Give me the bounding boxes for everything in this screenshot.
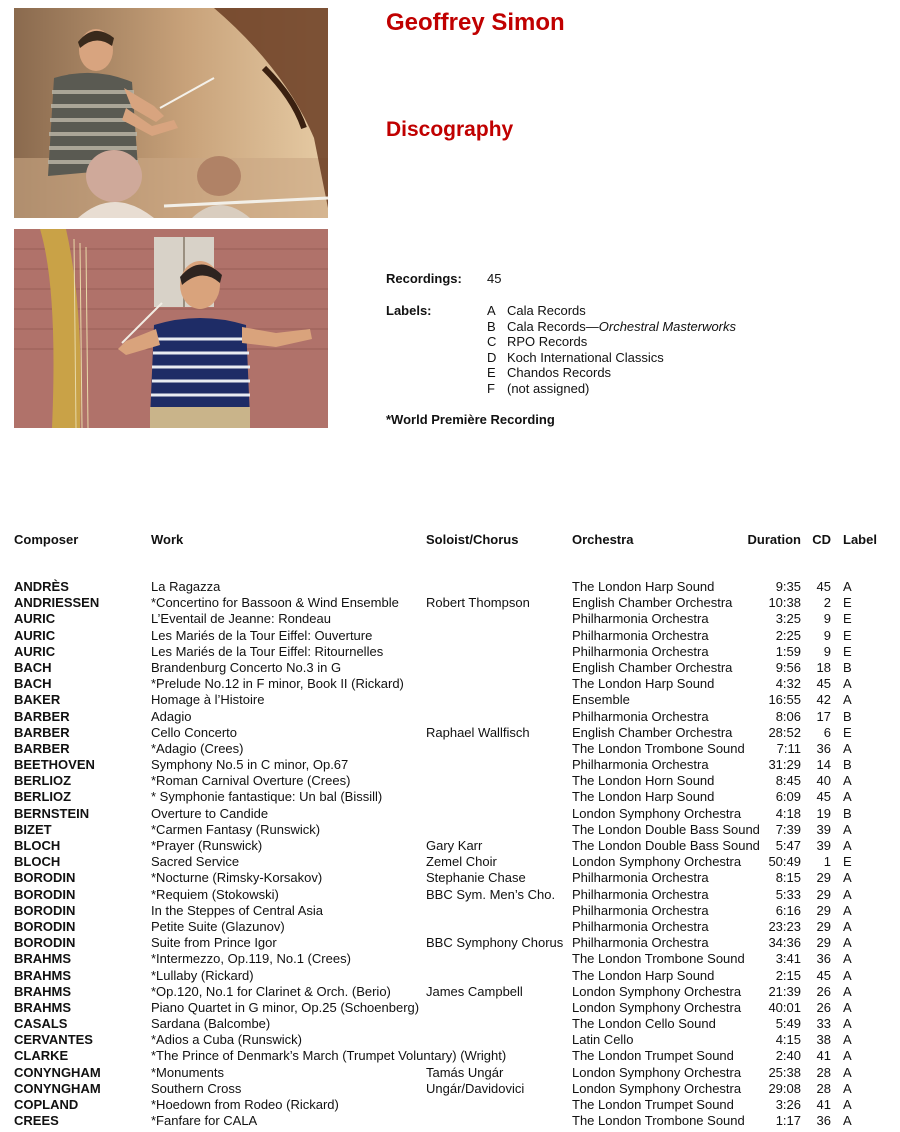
cell-label: A	[843, 789, 852, 805]
table-row	[0, 611, 900, 627]
cell-soloist: James Campbell	[426, 983, 523, 999]
cell-orchestra: The London Harp Sound	[572, 676, 715, 692]
cell-composer: ANDRIESSEN	[14, 595, 100, 611]
cell-composer: BORODIN	[14, 886, 76, 902]
cell-composer: BRAHMS	[14, 983, 72, 999]
cell-work: *Fanfare for CALA	[151, 1113, 258, 1129]
cell-cd: 39	[816, 838, 831, 853]
cell-label: B	[843, 659, 852, 675]
header-cd: CD	[812, 532, 831, 547]
cell-label: A	[843, 676, 852, 692]
cell-soloist: Raphael Wallfisch	[426, 724, 530, 740]
cell-soloist: Zemel Choir	[426, 854, 497, 870]
cell-label: E	[843, 627, 852, 643]
cell-cd: 45	[816, 967, 831, 983]
conductor-photo-harp	[14, 229, 328, 428]
table-row	[0, 1032, 900, 1048]
cell-cd: 26	[816, 999, 831, 1015]
cell-duration: 3:25	[775, 611, 801, 627]
cell-duration: 10:38	[768, 595, 801, 611]
cell-work: *Roman Carnival Overture (Crees)	[151, 773, 351, 789]
cell-label: A	[843, 967, 852, 983]
cell-cd: 29	[816, 935, 831, 951]
cell-duration: 6:09	[775, 789, 801, 805]
cell-cd: 9	[823, 627, 831, 643]
cell-label: A	[843, 951, 852, 967]
cell-label: A	[843, 838, 852, 853]
table-row	[0, 887, 900, 903]
cell-work: La Ragazza	[151, 579, 221, 594]
cell-soloist: Tamás Ungár	[426, 1064, 504, 1080]
table-row	[0, 919, 900, 935]
cell-composer: BLOCH	[14, 854, 61, 870]
cell-work: *Prayer (Runswick)	[151, 838, 263, 853]
cell-composer: BACH	[14, 659, 52, 675]
cell-cd: 9	[823, 611, 831, 627]
table-row	[0, 1113, 900, 1129]
cell-orchestra: The London Trombone Sound	[572, 951, 745, 967]
cell-orchestra: English Chamber Orchestra	[572, 595, 733, 611]
cell-duration: 2:15	[775, 967, 801, 983]
cell-orchestra: Philharmonia Orchestra	[572, 627, 709, 643]
cell-label: B	[843, 757, 852, 773]
cell-cd: 45	[816, 676, 831, 692]
cell-duration: 8:45	[775, 773, 801, 789]
cell-work: Southern Cross	[151, 1080, 242, 1096]
cell-duration: 3:41	[775, 951, 801, 967]
cell-composer: BORODIN	[14, 870, 76, 886]
cell-duration: 5:33	[775, 886, 801, 902]
label-text: Cala Records—	[507, 318, 599, 334]
cell-cd: 33	[816, 1016, 831, 1032]
cell-composer: BORODIN	[14, 918, 76, 934]
cell-composer: CLARKE	[14, 1048, 69, 1064]
table-row	[0, 806, 900, 822]
cell-label: A	[843, 1080, 852, 1096]
cell-cd: 17	[816, 708, 831, 724]
cell-orchestra: Philharmonia Orchestra	[572, 708, 709, 724]
label-code: B	[487, 318, 496, 334]
header-orchestra: Orchestra	[572, 532, 634, 547]
label-item	[487, 334, 736, 350]
cell-duration: 16:55	[768, 692, 801, 708]
table-row	[0, 725, 900, 741]
cell-duration: 21:39	[768, 983, 801, 999]
labels-label: Labels:	[386, 303, 432, 318]
cell-orchestra: Philharmonia Orchestra	[572, 935, 709, 951]
cell-composer: CERVANTES	[14, 1032, 93, 1048]
cell-composer: BRAHMS	[14, 951, 72, 967]
cell-label: A	[843, 821, 852, 837]
label-item	[487, 350, 736, 366]
cell-cd: 39	[816, 821, 831, 837]
cell-orchestra: The London Double Bass Sound	[572, 821, 760, 837]
page-title: Geoffrey Simon	[386, 9, 565, 36]
cell-composer: AURIC	[14, 627, 56, 643]
cell-duration: 4:15	[775, 1032, 801, 1048]
cell-cd: 29	[816, 902, 831, 918]
cell-label: A	[843, 773, 852, 789]
cell-soloist: Stephanie Chase	[426, 870, 526, 886]
cell-work: *Intermezzo, Op.119, No.1 (Crees)	[151, 951, 351, 967]
table-row	[0, 935, 900, 951]
discography-table	[0, 579, 900, 1129]
cell-duration: 23:23	[768, 918, 801, 934]
cell-orchestra: Philharmonia Orchestra	[572, 918, 709, 934]
table-row	[0, 660, 900, 676]
cell-orchestra: The London Cello Sound	[572, 1016, 716, 1032]
cell-duration: 28:52	[768, 724, 801, 740]
cell-work: * Symphonie fantastique: Un bal (Bissill)	[151, 789, 383, 805]
cell-duration: 25:38	[768, 1064, 801, 1080]
label-code: E	[487, 365, 496, 381]
cell-cd: 1	[823, 854, 831, 870]
label-item	[487, 365, 736, 381]
cell-cd: 40	[816, 773, 831, 789]
table-row	[0, 870, 900, 886]
cell-composer: BAKER	[14, 692, 61, 708]
table-row	[0, 1065, 900, 1081]
cell-duration: 40:01	[768, 999, 801, 1015]
cell-composer: COPLAND	[14, 1097, 79, 1112]
cell-orchestra: London Symphony Orchestra	[572, 854, 742, 870]
cell-label: A	[843, 1048, 852, 1064]
cell-orchestra: English Chamber Orchestra	[572, 659, 733, 675]
table-row	[0, 1000, 900, 1016]
cell-label: A	[843, 740, 852, 756]
cell-composer: BACH	[14, 676, 52, 692]
table-row	[0, 692, 900, 708]
cell-work: Sacred Service	[151, 854, 240, 870]
cell-composer: BRAHMS	[14, 999, 72, 1015]
cell-label: A	[843, 1016, 852, 1032]
table-row	[0, 968, 900, 984]
cell-work: Petite Suite (Glazunov)	[151, 918, 285, 934]
header-soloist: Soloist/Chorus	[426, 532, 519, 547]
cell-composer: BLOCH	[14, 838, 61, 853]
cell-label: A	[843, 1032, 852, 1048]
table-row	[0, 1016, 900, 1032]
cell-duration: 8:06	[775, 708, 801, 724]
cell-composer: BERNSTEIN	[14, 805, 90, 821]
cell-orchestra: The London Double Bass Sound	[572, 838, 760, 853]
cell-orchestra: The London Trumpet Sound	[572, 1048, 734, 1064]
cell-work: *Lullaby (Rickard)	[151, 967, 254, 983]
cell-soloist: Ungár/Davidovici	[426, 1080, 525, 1096]
cell-label: A	[843, 1064, 852, 1080]
label-text-italic: Orchestral Masterworks	[598, 318, 737, 334]
label-text: Koch International Classics	[507, 349, 664, 365]
recordings-value: 45	[487, 271, 502, 286]
cell-cd: 36	[816, 1113, 831, 1129]
cell-orchestra: Philharmonia Orchestra	[572, 870, 709, 886]
table-row	[0, 1048, 900, 1064]
cell-orchestra: Philharmonia Orchestra	[572, 902, 709, 918]
cell-duration: 4:32	[775, 676, 801, 692]
cell-duration: 6:16	[775, 902, 801, 918]
cell-composer: CREES	[14, 1113, 59, 1129]
cell-orchestra: London Symphony Orchestra	[572, 1064, 742, 1080]
cell-label: A	[843, 983, 852, 999]
cell-work: Sardana (Balcombe)	[151, 1016, 271, 1032]
table-row	[0, 838, 900, 854]
label-code: C	[487, 334, 497, 350]
cell-cd: 18	[816, 659, 831, 675]
cell-work: *Prelude No.12 in F minor, Book II (Rickard)	[151, 676, 404, 692]
cell-orchestra: Ensemble	[572, 692, 630, 708]
cell-label: E	[843, 854, 852, 870]
cell-work: *Op.120, No.1 for Clarinet & Orch. (Berio)	[151, 983, 391, 999]
label-text: RPO Records	[507, 334, 588, 350]
cell-orchestra: The London Horn Sound	[572, 773, 715, 789]
cell-orchestra: Latin Cello	[572, 1032, 634, 1048]
cell-label: B	[843, 805, 852, 821]
cell-work: *Carmen Fantasy (Runswick)	[151, 821, 321, 837]
cell-cd: 38	[816, 1032, 831, 1048]
cell-work: Adagio	[151, 708, 192, 724]
cell-soloist: Gary Karr	[426, 838, 483, 853]
cell-composer: ANDRÈS	[14, 579, 69, 594]
cell-orchestra: London Symphony Orchestra	[572, 983, 742, 999]
cell-work: *Adios a Cuba (Runswick)	[151, 1032, 303, 1048]
cell-composer: BORODIN	[14, 902, 76, 918]
label-text: (not assigned)	[507, 380, 590, 396]
cell-duration: 34:36	[768, 935, 801, 951]
header-work: Work	[151, 532, 184, 547]
cell-duration: 9:35	[775, 579, 801, 594]
table-row	[0, 822, 900, 838]
table-row	[0, 903, 900, 919]
cell-orchestra: Philharmonia Orchestra	[572, 611, 709, 627]
cell-work: *The Prince of Denmark’s March (Trumpet Voluntary) (Wright)	[151, 1048, 507, 1064]
cell-duration: 9:56	[775, 659, 801, 675]
cell-orchestra: London Symphony Orchestra	[572, 999, 742, 1015]
label-code: F	[487, 380, 495, 396]
label-item	[487, 381, 736, 397]
cell-cd: 36	[816, 951, 831, 967]
label-text: Chandos Records	[507, 365, 612, 381]
cell-cd: 41	[816, 1048, 831, 1064]
table-row	[0, 789, 900, 805]
table-row	[0, 1097, 900, 1113]
cell-label: A	[843, 1097, 852, 1112]
cell-cd: 41	[816, 1097, 831, 1112]
cell-orchestra: The London Trombone Sound	[572, 740, 745, 756]
cell-label: A	[843, 935, 852, 951]
table-row	[0, 773, 900, 789]
cell-duration: 7:11	[776, 740, 801, 756]
table-row	[0, 984, 900, 1000]
cell-orchestra: London Symphony Orchestra	[572, 1080, 742, 1096]
cell-work: In the Steppes of Central Asia	[151, 902, 323, 918]
table-row	[0, 595, 900, 611]
header-composer: Composer	[14, 532, 79, 547]
cell-cd: 9	[823, 643, 831, 659]
cell-composer: BERLIOZ	[14, 789, 72, 805]
cell-soloist: Robert Thompson	[426, 595, 530, 611]
cell-orchestra: The London Harp Sound	[572, 579, 715, 594]
cell-cd: 29	[816, 886, 831, 902]
header-duration: Duration	[747, 532, 801, 547]
cell-work: Homage à l’Histoire	[151, 692, 265, 708]
cell-label: E	[843, 643, 852, 659]
cell-orchestra: English Chamber Orchestra	[572, 724, 733, 740]
cell-label: A	[843, 870, 852, 886]
cell-composer: BARBER	[14, 724, 70, 740]
label-code: A	[487, 303, 496, 318]
cell-label: A	[843, 918, 852, 934]
cell-work: Brandenburg Concerto No.3 in G	[151, 659, 342, 675]
cell-work: *Hoedown from Rodeo (Rickard)	[151, 1097, 339, 1112]
cell-orchestra: Philharmonia Orchestra	[572, 757, 709, 773]
cell-duration: 7:39	[775, 821, 801, 837]
cell-orchestra: The London Harp Sound	[572, 789, 715, 805]
cell-duration: 2:25	[775, 627, 801, 643]
conductor-photo-rehearsal	[14, 8, 328, 218]
cell-orchestra: The London Trombone Sound	[572, 1113, 745, 1129]
cell-composer: BARBER	[14, 708, 70, 724]
cell-work: L’Eventail de Jeanne: Rondeau	[151, 611, 331, 627]
cell-orchestra: The London Harp Sound	[572, 967, 715, 983]
cell-cd: 19	[816, 805, 831, 821]
cell-duration: 5:49	[775, 1016, 801, 1032]
cell-cd: 6	[823, 724, 831, 740]
cell-duration: 8:15	[775, 870, 801, 886]
premiere-note: *World Première Recording	[386, 412, 555, 427]
cell-work: Les Mariés de la Tour Eiffel: Ouverture	[151, 627, 373, 643]
cell-cd: 26	[816, 983, 831, 999]
cell-cd: 36	[816, 740, 831, 756]
cell-soloist: BBC Sym. Men’s Cho.	[426, 886, 556, 902]
section-title: Discography	[386, 118, 514, 141]
cell-composer: CONYNGHAM	[14, 1080, 101, 1096]
cell-cd: 2	[823, 595, 831, 611]
cell-work: Suite from Prince Igor	[151, 935, 277, 951]
table-row	[0, 709, 900, 725]
cell-work: Les Mariés de la Tour Eiffel: Ritournelles	[151, 643, 384, 659]
cell-cd: 14	[816, 757, 831, 773]
cell-work: *Monuments	[151, 1064, 224, 1080]
label-item	[487, 319, 736, 335]
cell-label: A	[843, 999, 852, 1015]
cell-label: E	[843, 724, 852, 740]
table-row	[0, 644, 900, 660]
cell-duration: 1:17	[775, 1113, 801, 1129]
table-row	[0, 628, 900, 644]
cell-work: Cello Concerto	[151, 724, 237, 740]
cell-work: Symphony No.5 in C minor, Op.67	[151, 757, 349, 773]
cell-duration: 5:47	[775, 838, 801, 853]
table-row	[0, 1081, 900, 1097]
cell-work: *Adagio (Crees)	[151, 740, 244, 756]
cell-composer: BORODIN	[14, 935, 76, 951]
cell-label: E	[843, 595, 852, 611]
cell-label: A	[843, 886, 852, 902]
table-row	[0, 951, 900, 967]
cell-composer: AURIC	[14, 611, 56, 627]
cell-composer: BEETHOVEN	[14, 757, 95, 773]
cell-label: A	[843, 1113, 852, 1129]
cell-cd: 28	[816, 1064, 831, 1080]
cell-label: E	[843, 611, 852, 627]
cell-work: *Nocturne (Rimsky-Korsakov)	[151, 870, 323, 886]
table-row	[0, 757, 900, 773]
cell-composer: BARBER	[14, 740, 70, 756]
cell-composer: AURIC	[14, 643, 56, 659]
cell-composer: CONYNGHAM	[14, 1064, 101, 1080]
cell-orchestra: Philharmonia Orchestra	[572, 886, 709, 902]
cell-duration: 2:40	[775, 1048, 801, 1064]
cell-duration: 3:26	[775, 1097, 801, 1112]
cell-duration: 31:29	[768, 757, 801, 773]
cell-duration: 1:59	[775, 643, 801, 659]
cell-duration: 50:49	[768, 854, 801, 870]
cell-cd: 42	[816, 692, 831, 708]
cell-duration: 4:18	[775, 805, 801, 821]
table-row	[0, 676, 900, 692]
cell-composer: BRAHMS	[14, 967, 72, 983]
cell-cd: 28	[816, 1080, 831, 1096]
table-row	[0, 741, 900, 757]
recordings-label: Recordings:	[386, 271, 462, 286]
cell-cd: 45	[816, 789, 831, 805]
cell-composer: BIZET	[14, 821, 52, 837]
cell-cd: 29	[816, 870, 831, 886]
labels-list	[487, 303, 736, 397]
cell-orchestra: The London Trumpet Sound	[572, 1097, 734, 1112]
cell-composer: CASALS	[14, 1016, 68, 1032]
cell-cd: 45	[816, 579, 831, 594]
cell-work: Overture to Candide	[151, 805, 269, 821]
cell-duration: 29:08	[768, 1080, 801, 1096]
cell-cd: 29	[816, 918, 831, 934]
cell-work: *Concertino for Bassoon & Wind Ensemble	[151, 595, 399, 611]
cell-orchestra: Philharmonia Orchestra	[572, 643, 709, 659]
cell-soloist: BBC Symphony Chorus	[426, 935, 564, 951]
label-item	[487, 303, 736, 319]
label-text: Cala Records	[507, 303, 586, 318]
table-row	[0, 854, 900, 870]
label-code: D	[487, 349, 497, 365]
cell-composer: BERLIOZ	[14, 773, 72, 789]
cell-orchestra: London Symphony Orchestra	[572, 805, 742, 821]
cell-label: A	[843, 692, 852, 708]
table-row	[0, 579, 900, 595]
cell-label: A	[843, 579, 852, 594]
cell-label: A	[843, 902, 852, 918]
header-label: Label	[843, 532, 877, 547]
cell-label: B	[843, 708, 852, 724]
cell-work: Piano Quartet in G minor, Op.25 (Schoenberg)	[151, 999, 420, 1015]
cell-work: *Requiem (Stokowski)	[151, 886, 279, 902]
